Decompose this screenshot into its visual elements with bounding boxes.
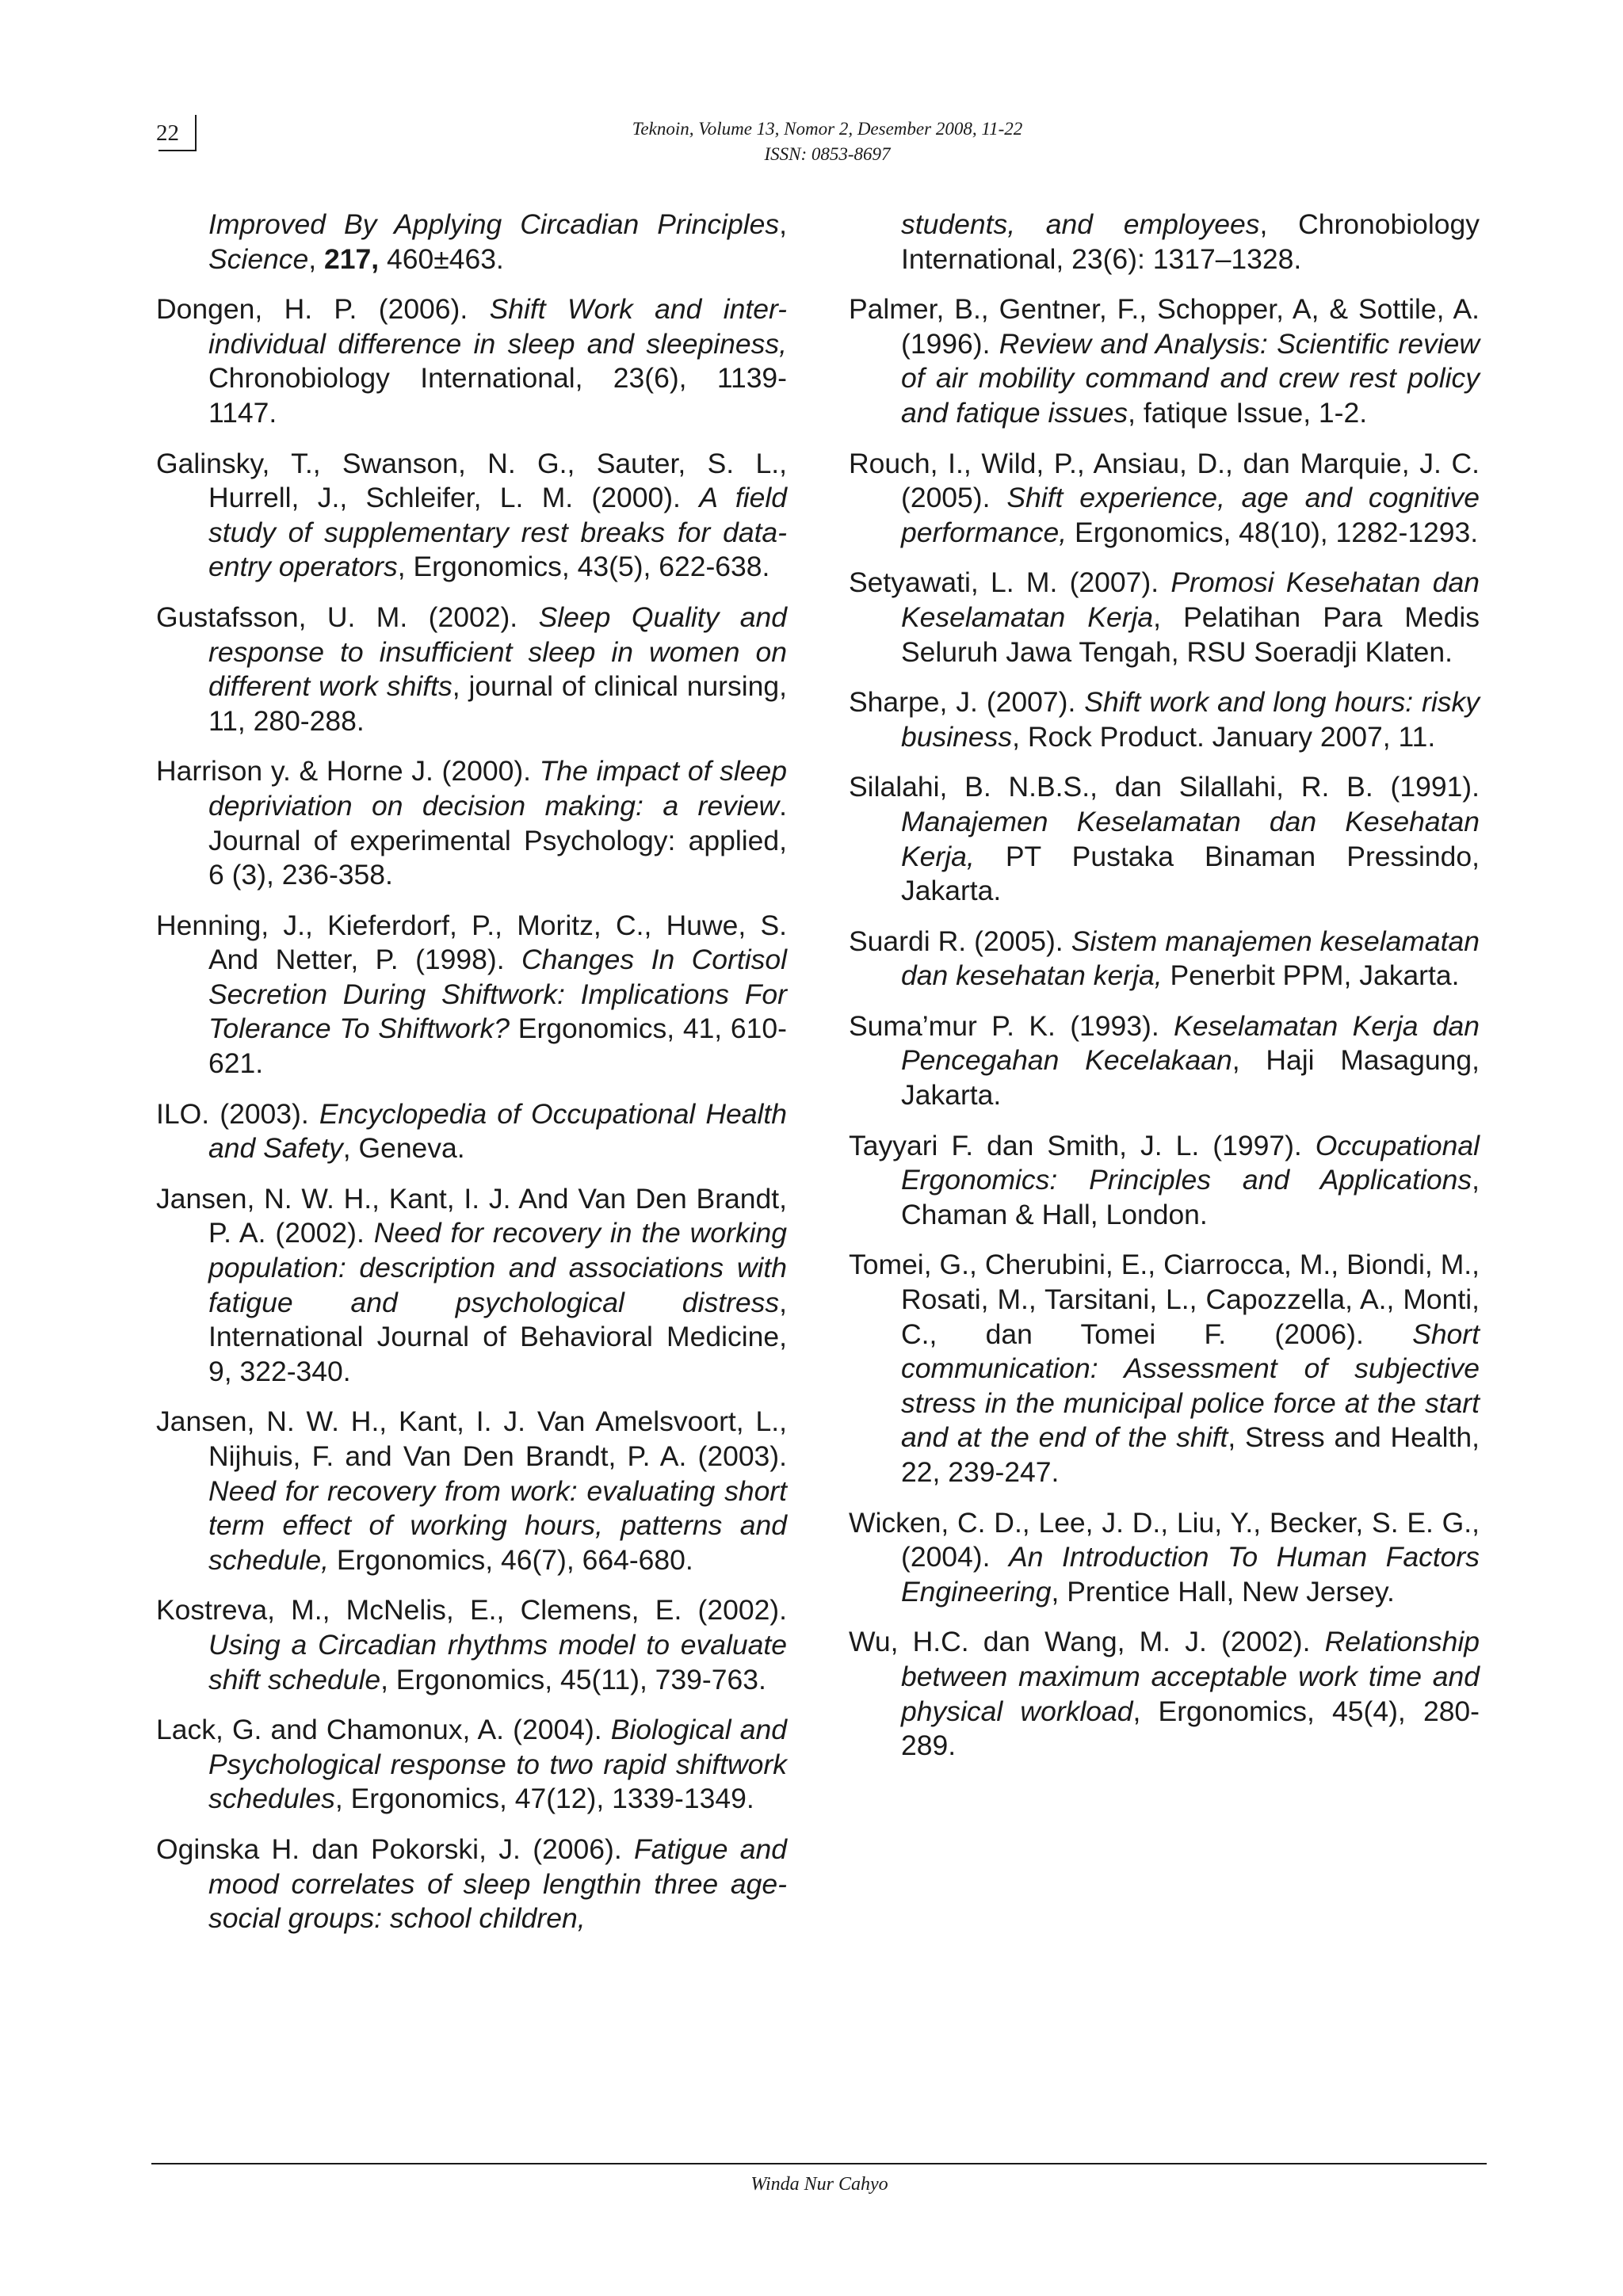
reference-text: Dongen, H. P. (2006). xyxy=(156,293,490,326)
reference-text: , Ergonomics, 45(11), 739-763. xyxy=(380,1663,766,1695)
reference-entry xyxy=(156,909,787,1081)
reference-entry xyxy=(156,1182,787,1390)
reference-text: Ergonomics, 41, 610-621. xyxy=(208,1013,787,1080)
reference-text: Ergonomics, 46(7), 664-680. xyxy=(328,1543,693,1576)
reference-entry xyxy=(849,1248,1480,1489)
reference-text: Henning, J., Kieferdorf, P., Moritz, C., Huwe, S. And Netter, P. (1998). xyxy=(156,909,787,976)
reference-title: An Introduction To Human Factors Engineering xyxy=(901,1541,1480,1608)
reference-text: , Haji Masagung, Jakarta. xyxy=(901,1044,1480,1112)
reference-text: Jansen, N. W. H., Kant, I. J. And Van Den Brandt, P. A. (2002). xyxy=(156,1182,787,1249)
reference-text: , Ergonomics, 43(5), 622-638. xyxy=(397,551,770,583)
reference-title: Manajemen Keselamatan dan Kesehatan Kerja, xyxy=(901,805,1480,872)
reference-text: , Stress and Health, 22, 239-247. xyxy=(901,1421,1480,1488)
reference-entry xyxy=(849,1625,1480,1763)
reference-title: Shift Work and inter-individual difference in sleep and sleepiness, xyxy=(208,293,787,360)
reference-text: 460±463. xyxy=(379,242,504,275)
reference-entry xyxy=(156,208,787,277)
reference-title: Occupational Ergonomics: Principles and Applications xyxy=(901,1129,1480,1196)
reference-text: Chronobiology International, 23(6), 1139-1147. xyxy=(208,362,787,429)
reference-text: Rouch, I., Wild, P., Ansiau, D., dan Marquie, J. C. (2005). xyxy=(849,447,1480,514)
reference-text: , Prentice Hall, New Jersey. xyxy=(1051,1575,1395,1608)
page-number: 22 xyxy=(156,120,179,146)
reference-text: , xyxy=(308,242,325,275)
reference-title: Promosi Kesehatan dan Keselamatan Kerja xyxy=(901,566,1480,633)
reference-entry xyxy=(849,208,1480,277)
reference-text: PT Pustaka Binaman Pressindo, Jakarta. xyxy=(901,840,1480,907)
reference-title: Science xyxy=(208,242,309,275)
reference-text: Suma’mur P. K. (1993). xyxy=(849,1009,1174,1042)
reference-entry xyxy=(156,1593,787,1697)
footer-rule xyxy=(151,2163,1487,2164)
reference-entry xyxy=(156,601,787,738)
reference-entry xyxy=(849,770,1480,908)
reference-text: , Chaman & Hall, London. xyxy=(901,1164,1480,1230)
reference-text: Tomei, G., Cherubini, E., Ciarrocca, M., Biondi, M., Rosati, M., Tarsitani, L., Capozzella, A., Monti, C., dan Tomei F. (2006). xyxy=(849,1249,1480,1350)
journal-line: Teknoin, Volume 13, Nomor 2, Desember 2008, 11-22 xyxy=(632,119,1023,139)
reference-title: Biological and Psychological response to two rapid shiftwork schedules xyxy=(208,1714,787,1815)
reference-text: Galinsky, T., Swanson, N. G., Sauter, S. L., Hurrell, J., Schleifer, L. M. (2000). xyxy=(156,447,787,514)
reference-entry xyxy=(849,925,1480,994)
issn-line: ISSN: 0853-8697 xyxy=(764,144,891,164)
reference-title: students, and employees xyxy=(901,208,1260,240)
reference-title: Fatigue and mood correlates of sleep lengthin three age-social groups: school children, xyxy=(208,1833,787,1935)
reference-text: Tayyari F. dan Smith, J. L. (1997). xyxy=(849,1129,1316,1161)
footer-author: Winda Nur Cahyo xyxy=(750,2174,888,2195)
reference-title: Review and Analysis: Scientific review of air mobility command and crew rest policy and fatique issues xyxy=(901,327,1480,429)
reference-text: Jansen, N. W. H., Kant, I. J. Van Amelsvoort, L., Nijhuis, F. and Van Den Brandt, P. A. (2003). xyxy=(156,1405,787,1472)
reference-entry xyxy=(156,1405,787,1577)
reference-text: , Rock Product. January 2007, 11. xyxy=(1012,720,1436,753)
reference-entry xyxy=(849,447,1480,551)
reference-title: The impact of sleep depriviation on decision making: a review xyxy=(208,755,788,822)
reference-title: Sistem manajemen keselamatan dan kesehatan kerja, xyxy=(901,925,1480,992)
reference-title: Shift work and long hours: risky business xyxy=(901,686,1480,753)
reference-text: , Chronobiology International, 23(6): 1317–1328. xyxy=(901,208,1480,275)
reference-text: , Ergonomics, 47(12), 1339-1349. xyxy=(334,1783,754,1815)
reference-text: Palmer, B., Gentner, F., Schopper, A, & Sottile, A. (1996). xyxy=(849,293,1480,360)
reference-text: Wu, H.C. dan Wang, M. J. (2002). xyxy=(849,1626,1325,1658)
reference-text: ILO. (2003). xyxy=(156,1097,319,1130)
reference-entry xyxy=(849,292,1480,430)
reference-text: , Geneva. xyxy=(342,1132,465,1165)
reference-title: Need for recovery in the working population: description and associations with fatigue and psychological distress xyxy=(208,1217,787,1318)
reference-entry xyxy=(849,1129,1480,1233)
reference-entry xyxy=(849,1009,1480,1113)
reference-title: Improved By Applying Circadian Principles xyxy=(208,208,780,240)
reference-text: Silalahi, B. N.B.S., dan Silallahi, R. B. (1991). xyxy=(849,771,1480,803)
reference-entry xyxy=(156,1713,787,1817)
reference-title: Need for recovery from work: evaluating short term effect of working hours, patterns and schedule, xyxy=(208,1474,787,1576)
reference-text: , fatique Issue, 1-2. xyxy=(1128,396,1368,429)
reference-title: Using a Circadian rhythms model to evaluate shift schedule xyxy=(208,1628,787,1695)
reference-text: , xyxy=(779,208,787,240)
reference-text: Suardi R. (2005). xyxy=(849,925,1071,957)
reference-title: Relationship between maximum acceptable work time and physical workload xyxy=(901,1626,1480,1727)
reference-text: Sharpe, J. (2007). xyxy=(849,686,1085,719)
reference-entry xyxy=(156,1097,787,1166)
reference-text: , International Journal of Behavioral Medicine, 9, 322-340. xyxy=(208,1286,787,1387)
reference-text: Kostreva, M., McNelis, E., Clemens, E. (2002). xyxy=(156,1594,787,1627)
reference-text: Gustafsson, U. M. (2002). xyxy=(156,601,539,633)
reference-text: Oginska H. dan Pokorski, J. (2006). xyxy=(156,1833,635,1865)
reference-title: Keselamatan Kerja dan Pencegahan Kecelakaan xyxy=(901,1009,1480,1077)
reference-text: Ergonomics, 48(10), 1282-1293. xyxy=(1067,516,1479,548)
reference-title: Changes In Cortisol Secretion During Shiftwork: Implications For Tolerance To Shiftwork? xyxy=(208,944,787,1045)
reference-title: Short communication: Assessment of subjective stress in the municipal police force at the start and at the end of the shift xyxy=(901,1318,1480,1454)
reference-entry xyxy=(156,292,787,430)
reference-entry xyxy=(156,447,787,585)
reference-text: , Ergonomics, 45(4), 280-289. xyxy=(901,1695,1480,1762)
reference-text: Penerbit PPM, Jakarta. xyxy=(1162,959,1460,992)
references-left-column xyxy=(156,208,787,1952)
references-right-column xyxy=(849,208,1480,1779)
reference-title: Encyclopedia of Occupational Health and Safety xyxy=(208,1097,788,1165)
reference-text: Lack, G. and Chamonux, A. (2004). xyxy=(156,1714,611,1746)
reference-entry xyxy=(849,1506,1480,1610)
reference-entry xyxy=(849,566,1480,669)
reference-title: A field study of supplementary rest breaks for data-entry operators xyxy=(208,482,787,583)
reference-text: , Pelatihan Para Medis Seluruh Jawa Tengah, RSU Soeradji Klaten. xyxy=(901,601,1480,668)
reference-title: Shift experience, age and cognitive performance, xyxy=(901,482,1480,548)
reference-text: Wicken, C. D., Lee, J. D., Liu, Y., Becker, S. E. G., (2004). xyxy=(849,1506,1480,1573)
reference-entry xyxy=(156,1833,787,1936)
reference-entry xyxy=(156,754,787,892)
reference-text: , journal of clinical nursing, 11, 280-288. xyxy=(208,670,787,737)
reference-text: Harrison y. & Horne J. (2000). xyxy=(156,755,540,788)
running-header xyxy=(0,116,1623,167)
reference-volume: 217, xyxy=(324,242,380,275)
reference-text: Setyawati, L. M. (2007). xyxy=(849,566,1171,599)
reference-title: Sleep Quality and response to insufficient sleep in women on different work shifts xyxy=(208,601,787,703)
reference-text: . Journal of experimental Psychology: applied, 6 (3), 236-358. xyxy=(208,789,787,891)
reference-entry xyxy=(849,685,1480,754)
